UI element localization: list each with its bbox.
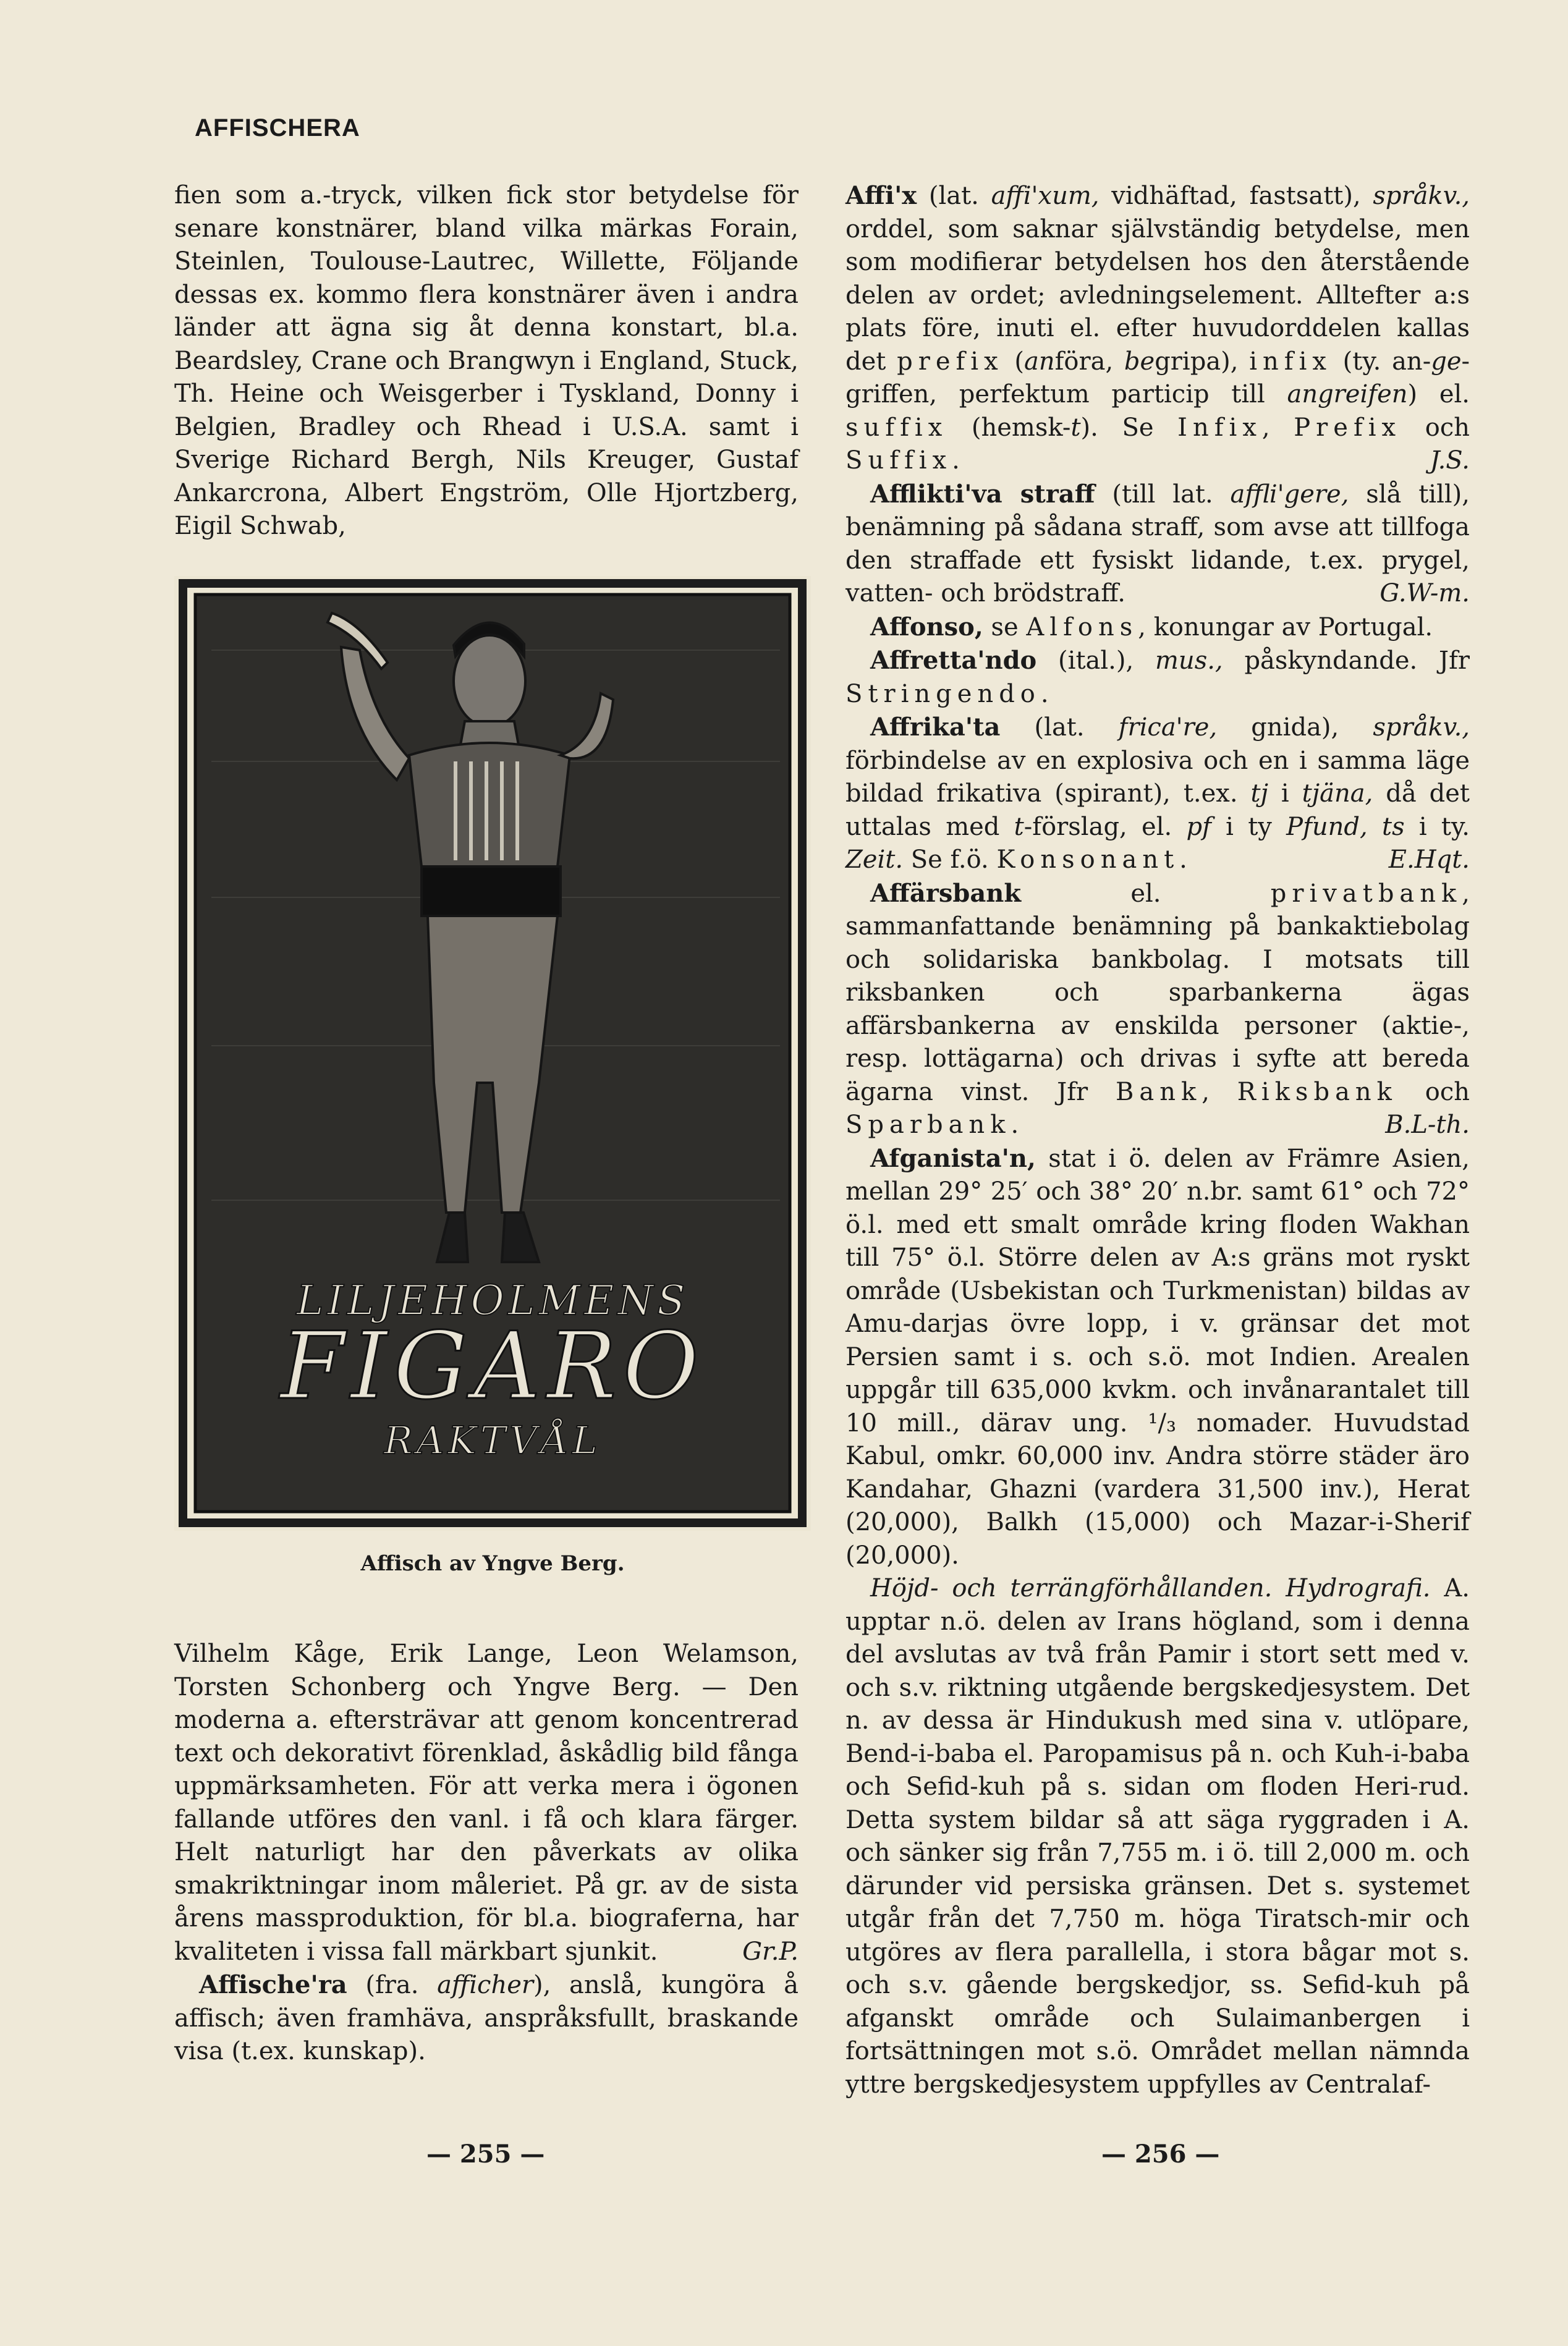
entry-headword: Afflikti'va straff <box>870 479 1095 509</box>
author-signature: G.W-m. <box>1379 579 1470 608</box>
entry-headword: Affi'x <box>845 181 917 210</box>
entry-headword: Affische'ra <box>199 1970 347 1999</box>
entry-affrettando: Affretta'ndo (ital.), mus., påskyndande. Jfr Stringendo. <box>845 646 1470 708</box>
entry-affarsbank: Affärsbank el. privatbank, sammanfattande benämning på bankaktiebolag och solidariska bankbolag. I motsats till riksbanken och sparbankerna ägas affärsbankerna av enskilda personer (aktie-, resp. lottägarna) och drivas i syfte att bereda ägarna vinst. Jfr Bank, Riksbank och Sparbank. B.L-th. <box>845 877 1470 1142</box>
section-heading: Höjd- och terrängförhållanden. Hydrografi. <box>870 1574 1431 1603</box>
entry-headword: Afganista'n, <box>870 1143 1036 1173</box>
poster-figure <box>174 576 811 1531</box>
section-terrain: Höjd- och terrängförhållanden. Hydrografi. A. upptar n.ö. delen av Irans högland, som i denna del avslutas av två från Pamir i stort sett med v. och s.v. riktning utgående bergskedjesystem. Det n. av dessa är Hindukush med sina v. utlöpare, Bend-i-baba el. Paropamisus på n. och Kuh-i-baba och Sefid-kuh på s. sidan om floden Heri-rud. Detta system bildar så att säga ryggraden i A. och sänker sig från 7,755 m. i ö. till 2,000 m. och därunder vid persiska gränsen. Det s. systemet utgår från det 7,750 m. höga Tiratsch-mir och utgöres av flera parallella, i stora bågar mot s. och s.v. gående bergskedjor, ss. Sefid-kuh på afganskt område och Sulaimanbergen i fortsättningen mot s.ö. Området mellan nämnda yttre bergskedjesystem uppfylles av Centralaf- <box>845 1574 1470 2099</box>
entry-affrikata: Affrika'ta (lat. frica're, gnida), språkv., förbindelse av en explosiva och en i samma läge bildad frikativa (spirant), t.ex. tj i tjäna, då det uttalas med t-förslag, el. pf i ty Pfund, ts i ty. Zeit. Se f.ö. Konsonant. E.Hqt. <box>845 711 1470 877</box>
entry-afganistan: Afganista'n, stat i ö. delen av Främre Asien, mellan 29° 25′ och 38° 20′ n.br. samt 61° och 72° ö.l. med ett smalt område kring floden Wakhan till 75° ö.l. Större delen av A:s gräns mot ryskt område (Usbekistan och Turkmenistan) bildas av Amu-darjas övre lopp, i v. gränsar det mot Persien samt i s. och s.ö. mot Indien. Arealen uppgår till 635,000 kvkm. och invånarantalet till 10 mill., därav ung. ¹/₃ nomader. Huvudstad Kabul, omkr. 60,000 inv. Andra större städer äro Kandahar, Ghazni (vardera 31,500 inv.), Herat (20,000), Balkh (15,000) och Mazar-i-Sherif (20,000). <box>845 1143 1470 1570</box>
paragraph-modern-poster <box>174 1638 799 1968</box>
poster-illustration <box>174 576 811 1531</box>
entry-afflikti: Afflikti'va straff (till lat. affli'gere, slå till), benämning på sådana straff, som avse att tillfoga den straffade ett fysiskt lidande, t.ex. prygel, vatten- och brödstraff. G.W-m. <box>845 478 1470 611</box>
author-signature: Gr.P. <box>742 1937 799 1966</box>
entry-headword: Affretta'ndo <box>870 646 1037 675</box>
running-header: AFFISCHERA <box>195 114 360 142</box>
poster-brand-line: LILJEHOLMENS <box>296 1277 689 1324</box>
poster-type-line: RAKTVÅL <box>384 1418 601 1463</box>
poster-caption: Affisch av Yngve Berg. <box>360 1551 625 1576</box>
entry-affonso: Affonso, se Alfons, konungar av Portugal. <box>870 612 1433 642</box>
poster-product-line: FIGARO <box>280 1313 705 1420</box>
entry-headword: Affonso, <box>870 612 983 642</box>
entry-headword: Affrika'ta <box>870 713 1001 742</box>
author-signature: B.L-th. <box>1385 1111 1470 1139</box>
author-signature: J.S. <box>1430 446 1470 475</box>
page-number-right: — 256 — <box>1101 2140 1220 2169</box>
page-number-left: — 255 — <box>426 2140 545 2169</box>
right-column <box>845 179 1470 2101</box>
entry-affischera: Affische'ra (fra. afficher), anslå, kungöra å affisch; även framhäva, anspråksfullt, braskande visa (t.ex. kunskap). <box>174 1970 799 2065</box>
paragraph-text: Vilhelm Kåge, Erik Lange, Leon Welamson, Torsten Schonberg och Yngve Berg. — Den moderna a. eftersträvar att genom koncentrerad text och dekorativt förenklad, åskådlig bild fånga uppmärksamheten. För att verka mera i ögonen fallande utföres den vanl. i få och klara färger. Helt naturligt har den påverkats av olika smakriktningar inom måleriet. På gr. av de sista årens massproduktion, för bl.a. biograferna, har kvaliteten i vissa fall märkbart sjunkit. <box>174 1640 799 1966</box>
left-column-top <box>174 179 799 543</box>
entry-headword: Affärsbank <box>870 878 1022 908</box>
author-signature: E.Hqt. <box>1388 845 1470 874</box>
entry-affix: Affi'x (lat. affi'xum, vidhäftad, fastsatt), språkv., orddel, som saknar självständig betydelse, men som modifierar betydelsen hos den återstående delen av ordet; avledningselement. Alltefter a:s plats före, inuti el. efter huvudorddelen kallas det prefix (anföra, begripa), infix (ty. an-ge-griffen, perfektum particip till angreifen) el. suffix (hemsk-t). Se Infix, Prefix och Suffix. J.S. <box>845 179 1470 478</box>
left-column-bottom <box>174 1638 799 2069</box>
paragraph-artists: fien som a.-tryck, vilken fick stor betydelse för senare konstnärer, bland vilka märkas Forain, Steinlen, Toulouse-Lautrec, Willette, Följande dessas ex. kommo flera konstnärer även i andra länder att ägna sig åt denna konstart, bl.a. Beardsley, Crane och Brangwyn i England, Stuck, Th. Heine och Weisgerber i Tyskland, Donny i Belgien, Bradley och Rhead i U.S.A. samt i Sverige Richard Bergh, Nils Kreuger, Gustaf Ankarcrona, Albert Engström, Olle Hjortzberg, Eigil Schwab, <box>174 181 799 540</box>
